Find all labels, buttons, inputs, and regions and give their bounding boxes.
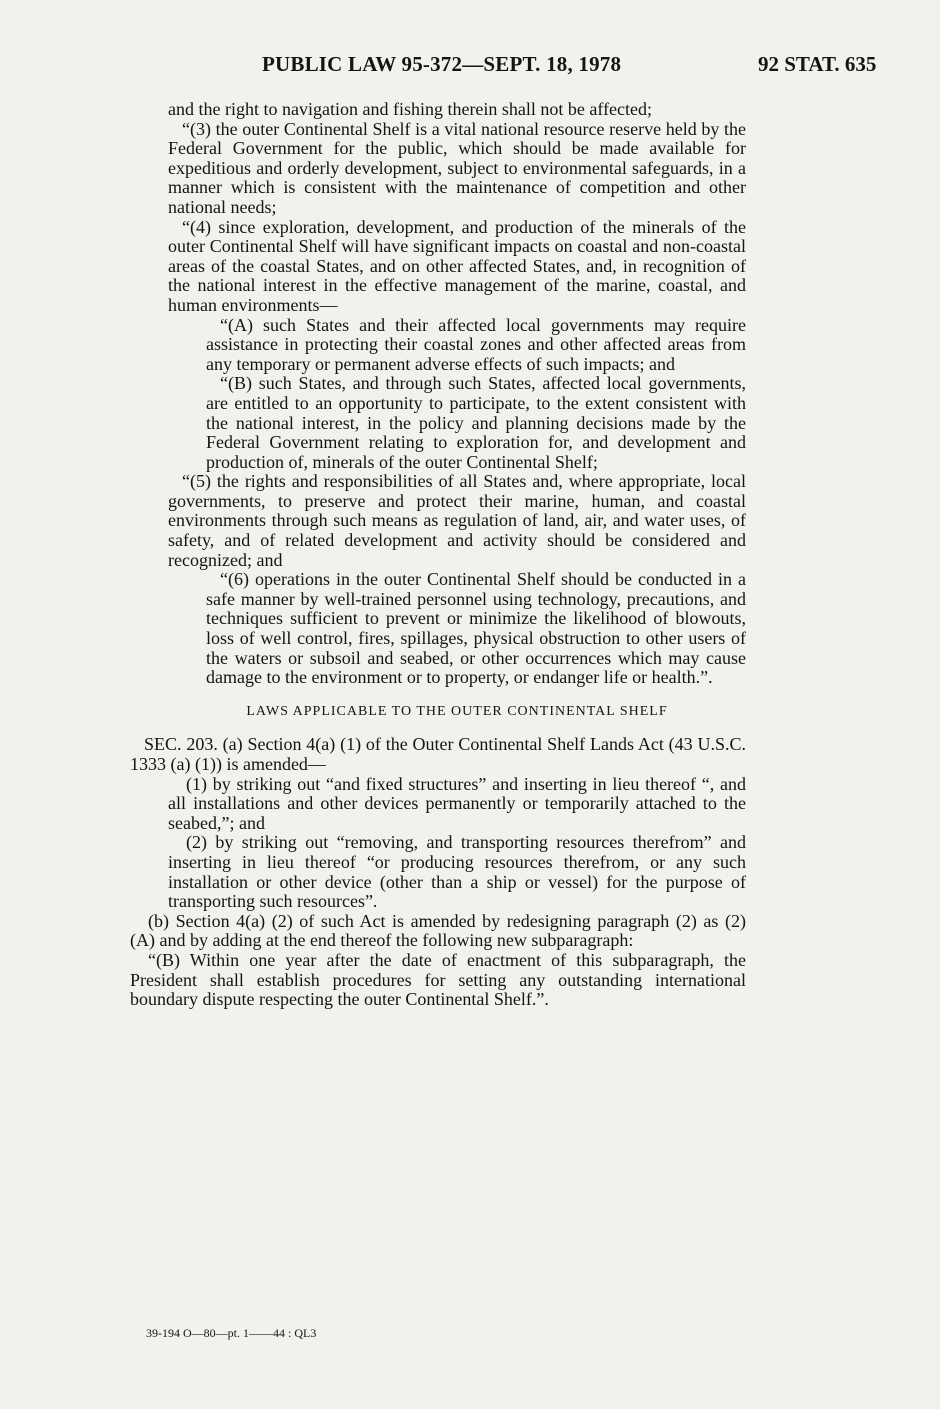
section-203-a: SEC. 203. (a) Section 4(a) (1) of the Outer Continental Shelf Lands Act (43 U.S.C. 1333 (a) (1)) is amended— xyxy=(130,734,746,774)
print-footer: 39-194 O—80—pt. 1——44 : QL3 xyxy=(146,1326,317,1340)
body-text xyxy=(130,100,746,1010)
paragraph-continuation: and the right to navigation and fishing therein shall not be affected; xyxy=(168,99,653,119)
page-header xyxy=(0,52,940,82)
section-203-b-subparagraph-B: “(B) Within one year after the date of enactment of this subparagraph, the President shall establish procedures for setting any outstanding international boundary dispute respecting the outer Continental Shelf.”. xyxy=(130,949,746,1010)
section-203-b: (b) Section 4(a) (2) of such Act is amended by redesigning paragraph (2) as (2) (A) and by adding at the end thereof the following new subparagraph: xyxy=(130,910,746,951)
section-203-a-1: (1) by striking out “and fixed structures” and inserting in lieu thereof “, and all installations and other devices permanently or temporarily attached to the seabed,”; and xyxy=(168,773,746,833)
section-heading: LAWS APPLICABLE TO THE OUTER CONTINENTAL SHELF xyxy=(246,703,668,719)
paragraph-5: “(5) the rights and responsibilities of all States and, where appropriate, local governments, to preserve and protect their marine, human, and coastal environments through such means as regulation of land, air, and water uses, of safety, and of related development and activity should be considered and recognized; and xyxy=(168,471,746,570)
paragraph-3: “(3) the outer Continental Shelf is a vital national resource reserve held by the Federal Government for the public, which should be made available for expeditious and orderly development, subject to environmental safeguards, in a manner which is consistent with the maintenance of competition and other national needs; xyxy=(168,118,746,217)
subparagraph-4a: “(A) such States and their affected local governments may require assistance in protecting their coastal zones and other affected areas from any temporary or permanent adverse effects of such impacts; and xyxy=(206,314,746,374)
paragraph-4: “(4) since exploration, development, and production of the minerals of the outer Continental Shelf will have significant impacts on coastal and non-coastal areas of the coastal States, and on other affected States, and, in recognition of the national interest in the effective management of the marine, coastal, and human environments— xyxy=(168,216,746,315)
paragraph-6: “(6) operations in the outer Continental Shelf should be conducted in a safe manner by well-trained personnel using technology, precautions, and techniques sufficient to prevent or minimize the likelihood of blowouts, loss of well control, fires, spillages, physical obstruction to other users of the waters or subsoil and seabed, or other occurrences which may cause damage to the environment or to property, or endanger life or health.”. xyxy=(206,569,746,688)
statute-page-number: 92 STAT. 635 xyxy=(758,52,877,76)
page-title: PUBLIC LAW 95-372—SEPT. 18, 1978 xyxy=(262,52,622,76)
subparagraph-4b: “(B) such States, and through such States, affected local governments, are entitled to an opportunity to participate, to the extent consistent with the national interest, in the policy and planning decisions made by the Federal Government relating to exploration for, and development and production of, minerals of the outer Continental Shelf; xyxy=(206,373,746,472)
section-203-a-2: (2) by striking out “removing, and transporting resources therefrom” and inserting in lieu thereof “or producing resources therefrom, or any such installation or other device (other than a ship or vessel) for the purpose of transporting such resources”. xyxy=(168,832,746,912)
